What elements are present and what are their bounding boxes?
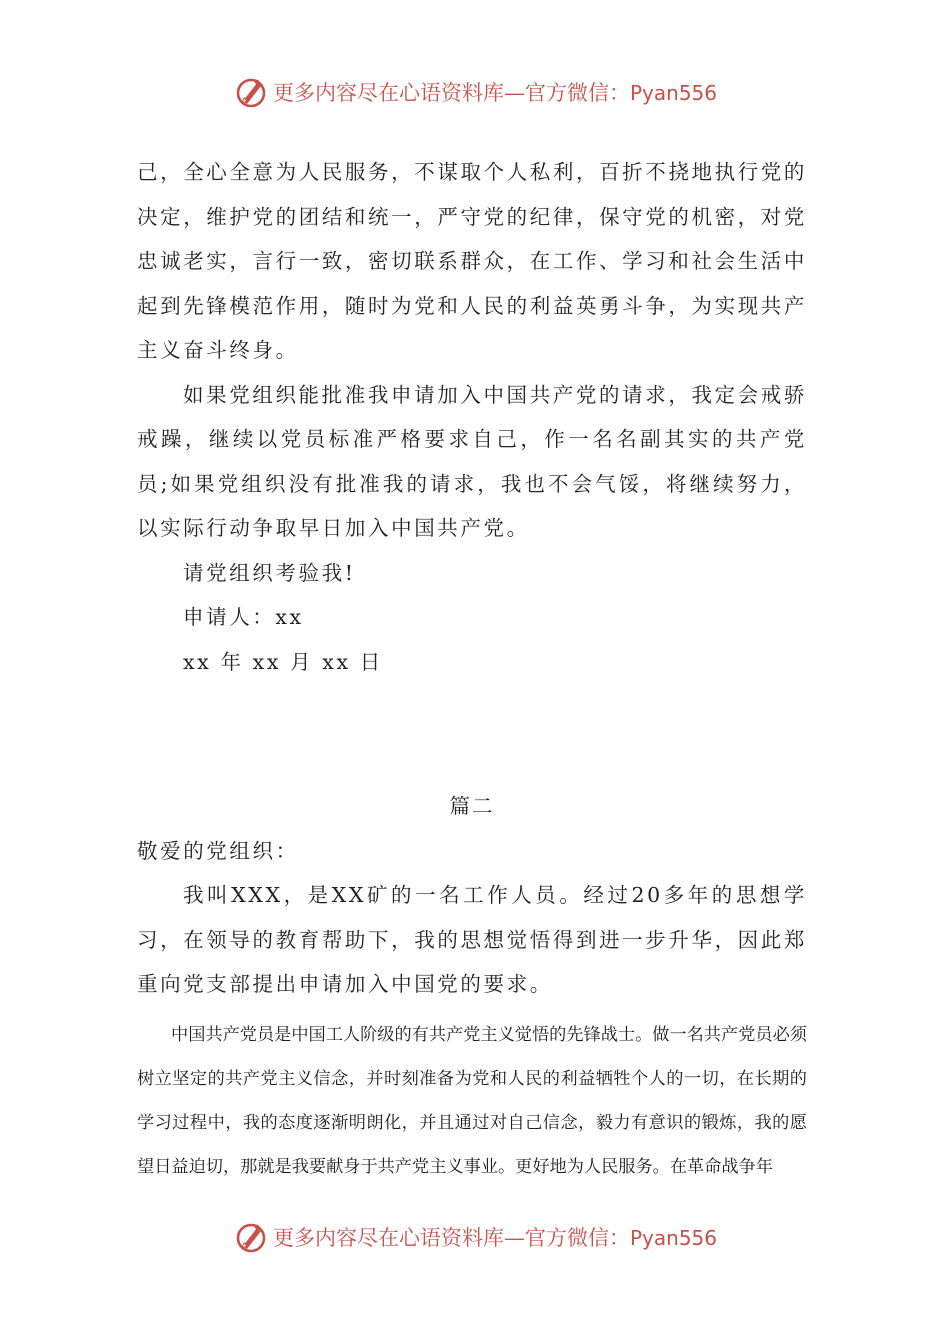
salutation: 敬爱的党组织： bbox=[137, 838, 299, 863]
date-line: xx 年 xx 月 xx 日 bbox=[183, 649, 383, 674]
section-title: 篇二 bbox=[449, 794, 495, 818]
applicant-line: 申请人：xx bbox=[183, 605, 304, 629]
header-banner-text: 更多内容尽在心语资料库—官方微信：Pyan556 bbox=[272, 81, 717, 105]
footer-wechat-id: Pyan556 bbox=[629, 1226, 717, 1250]
header-wechat-id: Pyan556 bbox=[629, 81, 717, 105]
header-banner bbox=[0, 70, 950, 114]
paragraph-party-member: 中国共产党员是中国工人阶级的有共产党主义觉悟的先锋战士。做一名共产党员必须树立坚定的共产党主义信念，并时刻准备为党和人民的利益牺牲个人的一切，在长期的学习过程中，我的态度逐渐明朗化，并且通过对自己信念，毅力有意识的锻炼，我的愿望日益迫切，那就是我要献身于共产党主义事业。更好地为人民服务。在革命战争年 bbox=[137, 1024, 807, 1177]
section-spacer bbox=[137, 684, 807, 784]
pen-logo-icon bbox=[233, 74, 269, 110]
document-body bbox=[137, 150, 807, 1189]
closing-line: 请党组织考验我! bbox=[183, 560, 356, 585]
paragraph-continuation: 己，全心全意为人民服务，不谋取个人私利，百折不挠地执行党的决定，维护党的团结和统一，严守党的纪律，保守党的机密，对党忠诚老实，言行一致，密切联系群众，在工作、学习和社会生活中起到先锋模范作用，随时为党和人民的利益英勇斗争，为实现共产主义奋斗终身。 bbox=[137, 160, 807, 362]
pen-logo-icon bbox=[233, 1219, 269, 1255]
footer-banner bbox=[0, 1215, 950, 1259]
footer-banner-text: 更多内容尽在心语资料库—官方微信：Pyan556 bbox=[272, 1226, 717, 1250]
paragraph-approval: 如果党组织能批准我申请加入中国共产党的请求，我定会戒骄戒躁，继续以党员标准严格要求自己，作一名名副其实的共产党员;如果党组织没有批准我的请求，我也不会气馁，将继续努力，以实际行动争取早日加入中国共产党。 bbox=[137, 382, 807, 540]
paragraph-intro: 我叫XXX，是XX矿的一名工作人员。经过20多年的思想学习，在领导的教育帮助下，我的思想觉悟得到进一步升华，因此郑重向党支部提出申请加入中国党的要求。 bbox=[137, 883, 807, 996]
